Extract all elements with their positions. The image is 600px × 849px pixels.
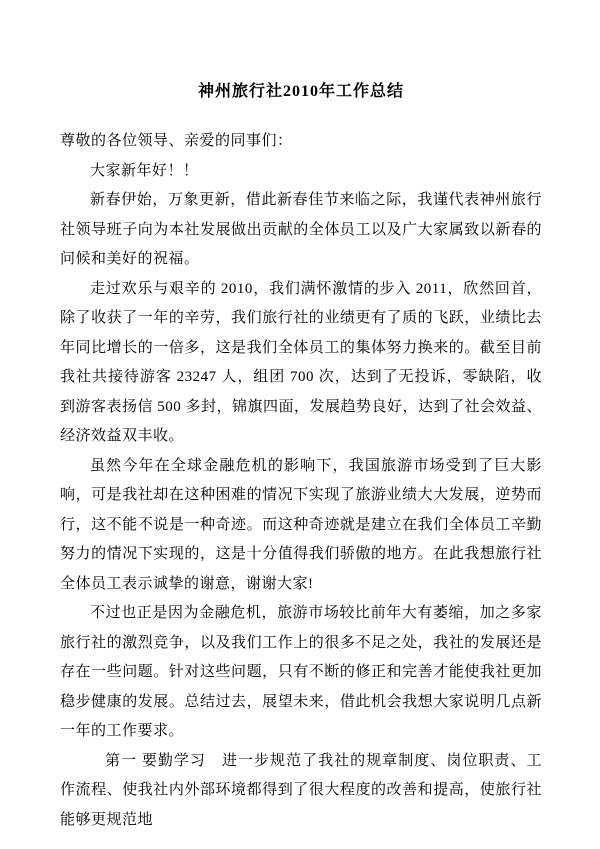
document-title: 神州旅行社2010年工作总结 xyxy=(197,83,404,100)
paragraph-new-year-wishes: 新春伊始，万象更新，借此新春佳节来临之际，我谨代表神州旅行社领导班子向为本社发展做出贡献的全体员工以及广大家属致以新春的问候和美好的祝福。 xyxy=(60,192,542,267)
paragraph-problems-outlook: 不过也正是因为金融危机，旅游市场较比前年大有萎缩，加之多家旅行社的激烈竞争，以及我们工作上的很多不足之处，我社的发展还是存在一些问题。针对这些问题，只有不断的修正和完善才能使我社更加稳步健康的发展。总结过去，展望未来，借此机会我想大家说明几点新一年的工作要求。 xyxy=(60,605,542,739)
paragraph-achievements: 走过欢乐与艰辛的 2010，我们满怀激情的步入 2011，欣然回首，除了收获了一年的辛劳，我们旅行社的业绩更有了质的飞跃，业绩比去年同比增长的一倍多，这是我们全体员工的集体努力换来的。截至目前我社共接待游客 23247 人，组团 700 次，达到了无投诉，零缺陷，收到游客表扬信 500 多封，锦旗四面，发展趋势良好，达到了社会效益、经济效益双丰收。 xyxy=(60,280,543,444)
paragraph-greeting: 大家新年好！！ xyxy=(90,162,199,179)
paragraph-financial-crisis-miracle: 虽然今年在全球金融危机的影响下，我国旅游市场受到了巨大影响，可是我社却在这种困难的情况下实现了旅游业绩大大发展，逆势而行，这不能不说是一种奇迹。而这种奇迹就是建立在我们全体员工辛勤努力的情况下实现的，这是十分值得我们骄傲的地方。在此我想旅行社全体员工表示诚挚的谢意，谢谢大家! xyxy=(60,457,542,592)
paragraph-requirement-first: 第一 要勤学习 进一步规范了我社的规章制度、岗位职责、工作流程、使我社内外部环境都得到了很大程度的改善和提高，使旅行社能够更规范地 xyxy=(60,752,542,828)
paragraph-salutation: 尊敬的各位领导、亲爱的同事们： xyxy=(60,133,293,149)
